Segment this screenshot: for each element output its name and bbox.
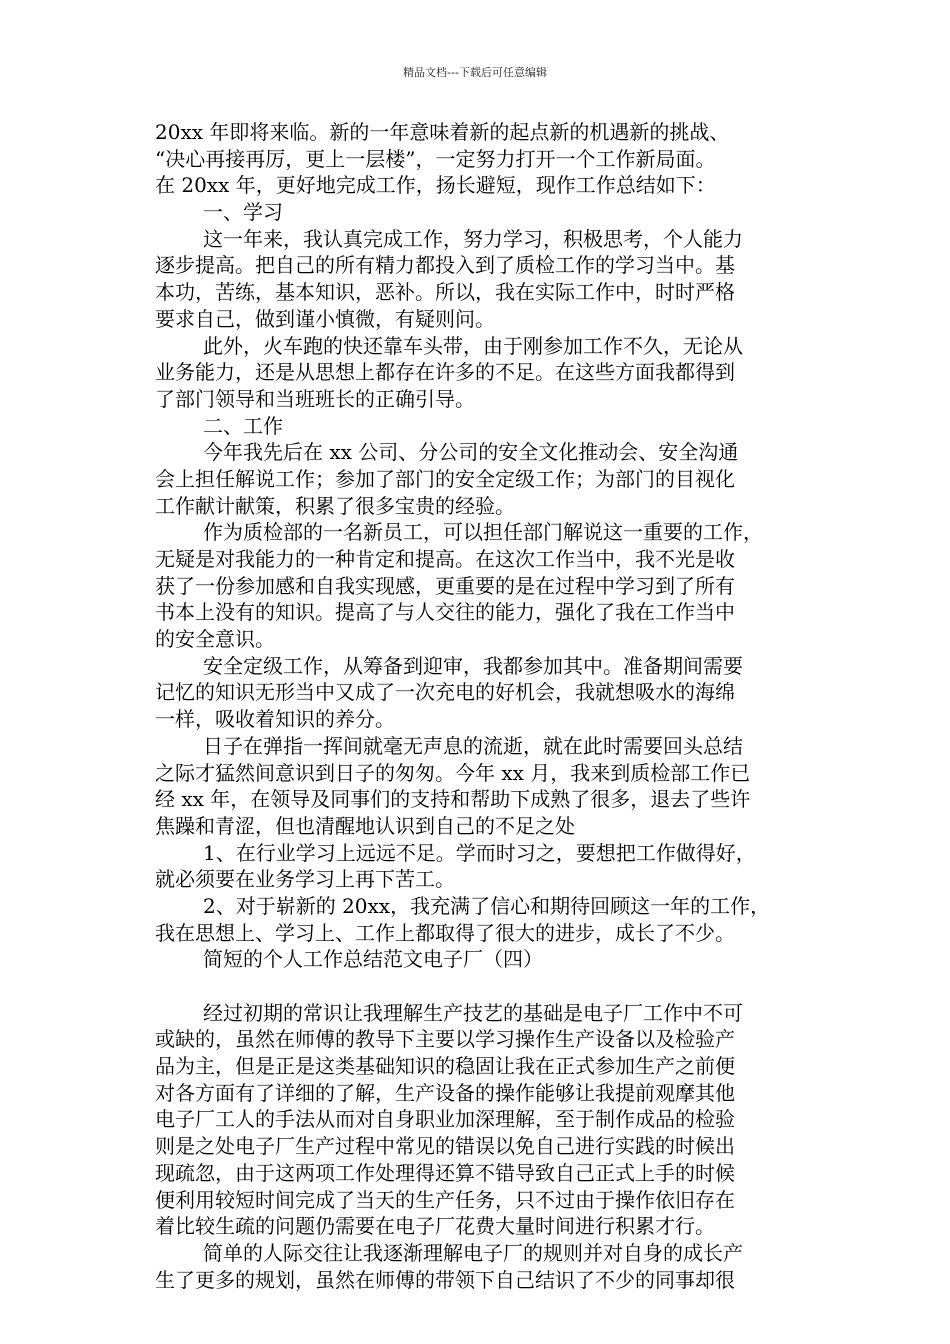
text-line: 便利用较短时间完成了当天的生产任务，只不过由于操作依旧存在 (155, 1187, 735, 1212)
text-line: 获了一份参加感和自我实现感，更重要的是在过程中学习到了所有 (155, 573, 735, 598)
text-line: “决心再接再厉，更上一层楼”，一定努力打开一个工作新局面。 (155, 146, 716, 171)
text-line: 就必须要在业务学习上再下苦工。 (155, 867, 455, 892)
text-line: 这一年来，我认真完成工作，努力学习，积极思考，个人能力 (203, 226, 743, 251)
text-line: 简短的个人工作总结范文电子厂（四） (203, 947, 543, 972)
text-line: 此外，火车跑的快还靠车头带，由于刚参加工作不久，无论从 (203, 333, 743, 358)
text-line: 品为主，但是正是这类基础知识的稳固让我在正式参加生产之前便 (155, 1054, 735, 1079)
text-line: 日子在弹指一挥间就毫无声息的流逝，就在此时需要回头总结 (203, 733, 743, 758)
text-line: 本功，苦练，基本知识，恶补。所以，我在实际工作中，时时严格 (155, 280, 735, 305)
text-line: 书本上没有的知识。提高了与人交往的能力，强化了我在工作当中 (155, 600, 735, 625)
text-line: 无疑是对我能力的一种肯定和提高。在这次工作当中，我不光是收 (155, 547, 735, 571)
text-line: 二、工作 (203, 413, 283, 438)
text-line: 2、对于崭新的 20xx，我充满了信心和期待回顾这一年的工作， (203, 893, 771, 918)
text-line: 要求自己，做到谨小慎微，有疑则问。 (155, 306, 495, 331)
text-line: 今年我先后在 xx 公司、分公司的安全文化推动会、安全沟通 (203, 440, 739, 465)
text-line: 1、在行业学习上远远不足。学而时习之，要想把工作做得好， (203, 840, 756, 865)
document-body (155, 119, 815, 1293)
text-line: 安全定级工作，从筹备到迎审，我都参加其中。准备期间需要 (203, 653, 743, 678)
text-line: 或缺的，虽然在师傅的教导下主要以学习操作生产设备以及检验产 (155, 1027, 735, 1052)
text-line: 我在思想上、学习上、工作上都取得了很大的进步，成长了不少。 (155, 920, 735, 945)
text-line: 着比较生疏的问题仍需要在电子厂花费大量时间进行积累才行。 (155, 1214, 715, 1239)
text-line: 会上担任解说工作；参加了部门的安全定级工作；为部门的目视化 (155, 466, 735, 491)
text-line: 在 20xx 年，更好地完成工作，扬长避短，现作工作总结如下： (155, 173, 716, 198)
text-line: 业务能力，还是从思想上都存在许多的不足。在这些方面我都得到 (155, 360, 735, 385)
page-header: 精品文档---下载后可任意编辑 (403, 66, 547, 79)
text-line: 对各方面有了详细的了解，生产设备的操作能够让我提前观摩其他 (155, 1080, 735, 1105)
text-line: 焦躁和青涩，但也清醒地认识到自己的不足之处 (155, 813, 575, 838)
text-line: 之际才猛然间意识到日子的匆匆。今年 xx 月，我来到质检部工作已 (155, 760, 751, 785)
text-line: 逐步提高。把自己的所有精力都投入到了质检工作的学习当中。基 (155, 253, 735, 278)
text-line: 工作献计献策，积累了很多宝贵的经验。 (155, 493, 515, 518)
text-line: 现疏忽，由于这两项工作处理得还算不错导致自己正式上手的时候 (155, 1160, 735, 1185)
text-line: 一、学习 (203, 200, 283, 225)
text-line: 了部门领导和当班班长的正确引导。 (155, 386, 475, 411)
text-line: 生了更多的规划，虽然在师傅的带领下自己结识了不少的同事却很 (155, 1267, 735, 1292)
text-line: 则是之处电子厂生产过程中常见的错误以免自己进行实践的时候出 (155, 1134, 735, 1159)
text-line: 的安全意识。 (155, 627, 275, 652)
text-line: 经过初期的常识让我理解生产技艺的基础是电子厂工作中不可 (203, 1000, 743, 1025)
text-line: 记忆的知识无形当中又成了一次充电的好机会，我就想吸水的海绵 (155, 680, 735, 705)
text-line: 经 xx 年，在领导及同事们的支持和帮助下成熟了很多，退去了些许 (155, 787, 751, 812)
text-line: 20xx 年即将来临。新的一年意味着新的起点新的机遇新的挑战、 (155, 120, 730, 144)
text-line: 作为质检部的一名新员工，可以担任部门解说这一重要的工作， (203, 520, 763, 545)
blank-line (155, 973, 815, 1000)
text-line: 简单的人际交往让我逐渐理解电子厂的规则并对自身的成长产 (203, 1240, 743, 1265)
text-line: 一样，吸收着知识的养分。 (155, 707, 395, 732)
text-line: 电子厂工人的手法从而对自身职业加深理解，至于制作成品的检验 (155, 1107, 735, 1132)
